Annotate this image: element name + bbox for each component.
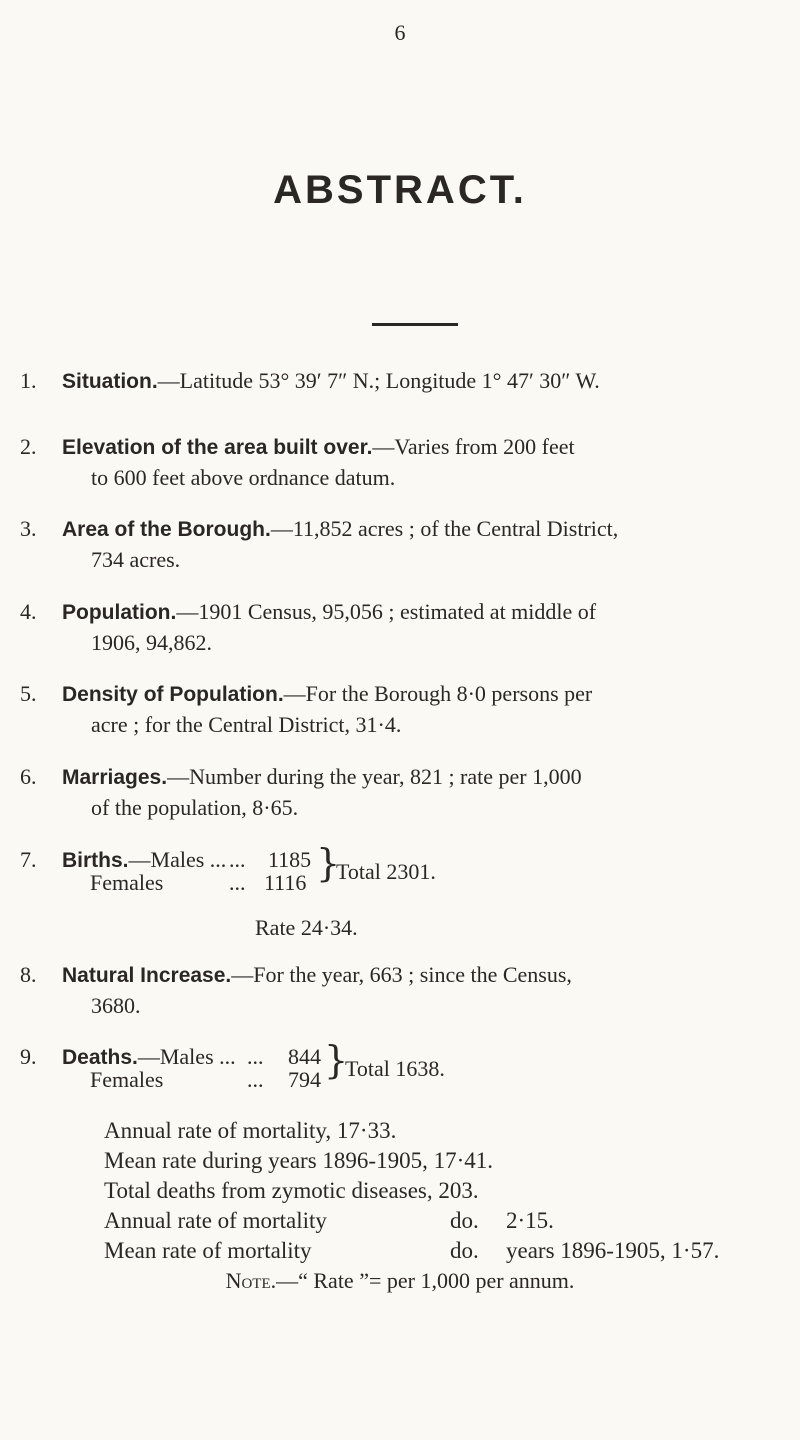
births-males-label: —Males ... [128,847,227,872]
item-text: —For the Borough 8·0 persons per [283,681,593,706]
item-text: —1901 Census, 95,056 ; estimated at middle of [176,599,597,624]
deaths-line: Total deaths from zymotic diseases, 203. [104,1178,479,1203]
deaths-heading: Deaths. [62,1046,138,1069]
item-continuation: 1906, 94,862. [91,630,212,655]
births-total: Total 2301. [336,859,436,884]
item-text: —For the year, 663 ; since the Census, [231,962,572,987]
item-situation [20,366,790,397]
deaths-value: years 1896-1905, 1·57. [506,1238,720,1263]
deaths-brace: } [324,1038,349,1082]
item-continuation: of the population, 8·65. [91,795,299,820]
item-number: 6. [20,764,37,789]
item-continuation: 3680. [91,993,141,1018]
item-number: 8. [20,962,37,987]
item-heading: Area of the Borough. [62,518,271,541]
births-males-value: 1185 [268,847,312,872]
item-continuation: 734 acres. [91,547,181,572]
deaths-line: Mean rate of mortality [104,1238,312,1263]
item-number: 2. [20,434,37,459]
births-females-label: Females [90,870,164,895]
page-number: 6 [394,20,406,45]
item-heading: Marriages. [62,766,168,789]
item-number: 7. [20,847,37,872]
item-text: —Latitude 53° 39′ 7″ N.; Longitude 1° 47′ 30″ W. [157,368,600,393]
births-males-dots: ... [229,847,246,872]
item-continuation: to 600 feet above ordnance datum. [91,465,396,490]
deaths-females-label: Females [90,1067,164,1092]
deaths-ditto: do. [450,1238,479,1263]
item-heading: Population. [62,601,177,624]
births-rate: Rate 24·34. [255,915,358,940]
item-elevation [20,432,790,493]
births-heading: Births. [62,849,129,872]
births-females-dots: ... [229,870,246,895]
page-title: ABSTRACT. [273,168,527,212]
item-heading: Situation. [62,370,158,393]
births-brace: } [316,841,341,885]
deaths-line: Mean rate during years 1896-1905, 17·41. [104,1148,493,1173]
deaths-males-value: 844 [288,1044,321,1069]
deaths-males-label: —Males ... [137,1044,236,1069]
deaths-females-value: 794 [288,1067,321,1092]
item-number: 1. [20,368,37,393]
item-heading: Natural Increase. [62,964,232,987]
deaths-value: 2·15. [506,1208,554,1233]
item-area [20,514,790,575]
item-heading: Elevation of the area built over. [62,436,373,459]
item-population [20,597,790,658]
item-marriages [20,762,790,823]
item-heading: Density of Population. [62,683,284,706]
item-text: —11,852 acres ; of the Central District, [270,516,619,541]
deaths-total: Total 1638. [345,1056,445,1081]
footnote [0,1268,800,1294]
item-text: —Varies from 200 feet [372,434,575,459]
item-number: 5. [20,681,37,706]
title-rule [372,323,458,326]
item-density [20,679,790,740]
item-number: 9. [20,1044,37,1069]
item-text: —Number during the year, 821 ; rate per 1,000 [167,764,582,789]
deaths-females-dots: ... [247,1067,264,1092]
deaths-ditto: do. [450,1208,479,1233]
item-number: 4. [20,599,37,624]
item-continuation: acre ; for the Central District, 31·4. [91,712,402,737]
note-text: —“ Rate ”= per 1,000 per annum. [276,1268,575,1293]
item-number: 3. [20,516,37,541]
births-females-value: 1116 [264,870,307,895]
deaths-rates [104,1116,719,1266]
deaths-males-dots: ... [247,1044,264,1069]
item-natural-increase [20,960,790,1021]
deaths-line: Annual rate of mortality, 17·33. [104,1118,397,1143]
note-label: Note. [225,1268,277,1293]
deaths-line: Annual rate of mortality [104,1208,327,1233]
